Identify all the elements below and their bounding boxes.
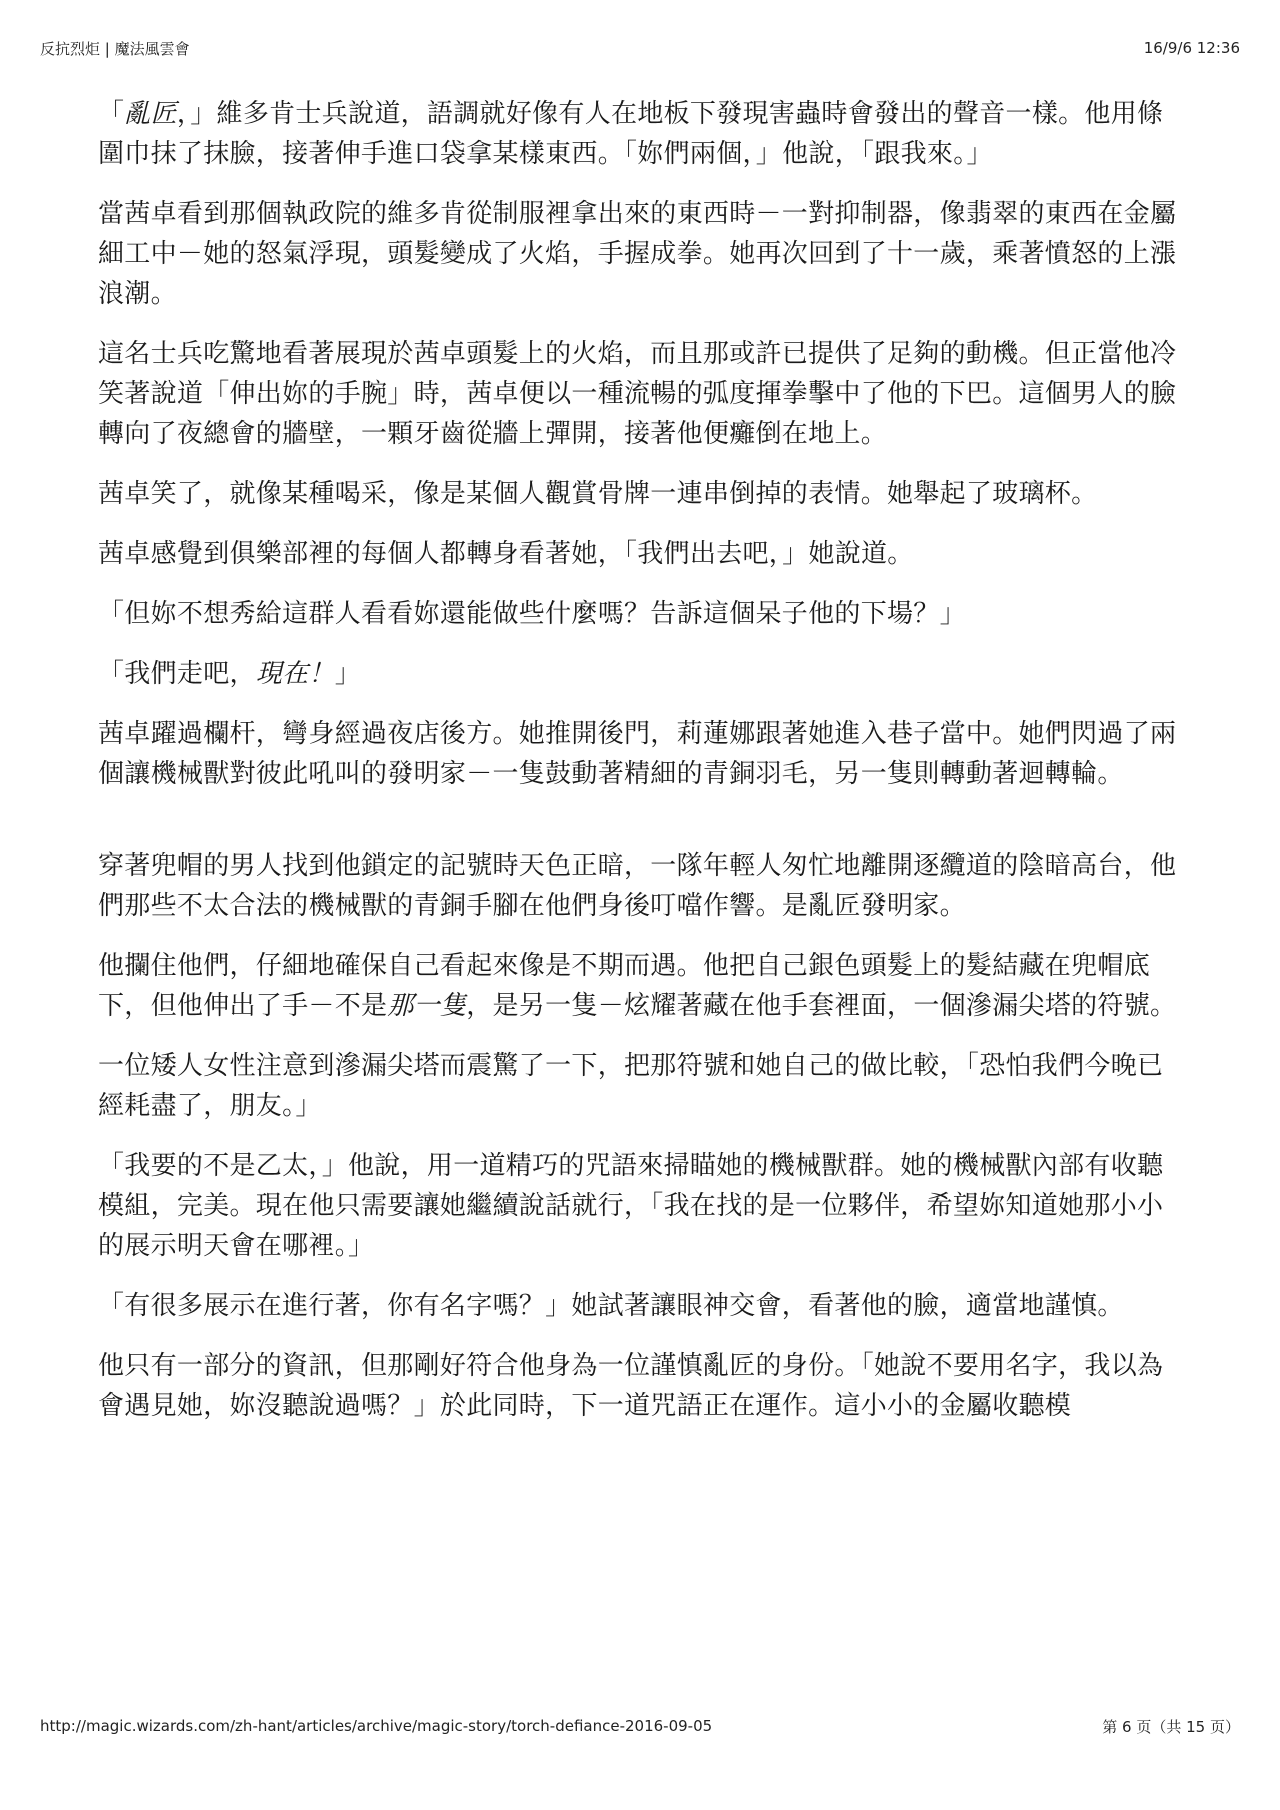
document-title: 反抗烈炬 | 魔法風雲會	[40, 39, 190, 58]
paragraph-text: 」	[334, 659, 362, 689]
paragraph	[98, 654, 1182, 694]
paragraph-text: ，是另一隻－炫耀著藏在他手套裡面，一個滲漏尖塔的符號。	[466, 991, 1177, 1021]
page-indicator: 第 6 页（共 15 页）	[1102, 1717, 1240, 1736]
paragraph-text: 茜卓躍過欄杆，彎身經過夜店後方。她推開後門，莉蓮娜跟著她進入巷子當中。她們閃過了兩個讓機械獸對彼此吼叫的發明家－一隻鼓動著精細的青銅羽毛，另一隻則轉動著迴轉輪。	[98, 719, 1177, 789]
paragraph-text: 穿著兜帽的男人找到他鎖定的記號時天色正暗，一隊年輕人匆忙地離開逐纜道的陰暗高台，他們那些不太合法的機械獸的青銅手腳在他們身後叮噹作響。是亂匠發明家。	[98, 851, 1177, 921]
paragraph	[98, 946, 1182, 1026]
paragraph-text: 茜卓笑了，就像某種喝采，像是某個人觀賞骨牌一連串倒掉的表情。她舉起了玻璃杯。	[98, 479, 1098, 509]
paragraph	[98, 534, 1182, 574]
paragraph-text: 茜卓感覺到俱樂部裡的每個人都轉身看著她，「我們出去吧，」她說道。	[98, 539, 914, 569]
page-header	[40, 36, 1240, 60]
page-footer	[40, 1714, 1240, 1738]
print-datetime: 16/9/6 12:36	[1143, 39, 1240, 57]
paragraph	[98, 1146, 1182, 1266]
paragraph	[98, 334, 1182, 454]
paragraph	[98, 1046, 1182, 1126]
paragraph-text: 這名士兵吃驚地看著展現於茜卓頭髮上的火焰，而且那或許已提供了足夠的動機。但正當他冷笑著說道「伸出妳的手腕」時，茜卓便以一種流暢的弧度揮拳擊中了他的下巴。這個男人的臉轉向了夜總會的牆壁，一顆牙齒從牆上彈開，接著他便癱倒在地上。	[98, 339, 1177, 449]
paragraph-text: 一位矮人女性注意到滲漏尖塔而震驚了一下，把那符號和她自己的做比較，「恐怕我們今晚已經耗盡了，朋友。」	[98, 1051, 1164, 1121]
paragraph-text: 「我要的不是乙太，」他說，用一道精巧的咒語來掃瞄她的機械獸群。她的機械獸內部有收聽模組，完美。現在他只需要讓她繼續說話就行，「我在找的是一位夥伴，希望妳知道她那小小的展示明天會在哪裡。」	[98, 1151, 1164, 1261]
paragraph	[98, 846, 1182, 926]
paragraph	[98, 474, 1182, 514]
paragraph	[98, 1286, 1182, 1326]
source-url[interactable]: http://magic.wizards.com/zh-hant/articles/archive/magic-story/torch-defiance-2016-09-05	[40, 1717, 713, 1735]
paragraph-text: 「我們走吧，	[98, 659, 256, 689]
paragraph	[98, 594, 1182, 634]
paragraph-text: 他只有一部分的資訊，但那剛好符合他身為一位謹慎亂匠的身份。「她說不要用名字，我以為會遇見她，妳沒聽說過嗎？」於此同時，下一道咒語正在運作。這小小的金屬收聽模	[98, 1351, 1164, 1421]
paragraph-text: 他攔住他們，仔細地確保自己看起來像是不期而遇。他把自己銀色頭髮上的髮結藏在兜帽底下，但他伸出了手－不是	[98, 951, 1151, 1021]
paragraph	[98, 94, 1182, 174]
paragraph-text: 當茜卓看到那個執政院的維多肯從制服裡拿出來的東西時－一對抑制器，像翡翠的東西在金屬細工中－她的怒氣浮現，頭髮變成了火焰，手握成拳。她再次回到了十一歲，乘著憤怒的上漲浪潮。	[98, 199, 1177, 309]
emphasis-text: 那一隻	[387, 991, 467, 1021]
paragraph-text: ，」維多肯士兵說道，語調就好像有人在地板下發現害蟲時會發出的聲音一樣。他用條圍巾抹了抹臉，接著伸手進口袋拿某樣東西。「妳們兩個，」他說，「跟我來。」	[98, 99, 1164, 169]
emphasis-text: 亂匠	[124, 99, 177, 129]
paragraph	[98, 714, 1182, 794]
paragraph-text: 「但妳不想秀給這群人看看妳還能做些什麼嗎？告訴這個呆子他的下場？」	[98, 599, 966, 629]
article-body	[98, 94, 1182, 1446]
paragraph-text: 「有很多展示在進行著，你有名字嗎？」她試著讓眼神交會，看著他的臉，適當地謹慎。	[98, 1291, 1124, 1321]
paragraph	[98, 1346, 1182, 1426]
paragraph-text: 「	[98, 99, 125, 129]
paragraph	[98, 194, 1182, 314]
emphasis-text: 現在！	[255, 659, 335, 689]
